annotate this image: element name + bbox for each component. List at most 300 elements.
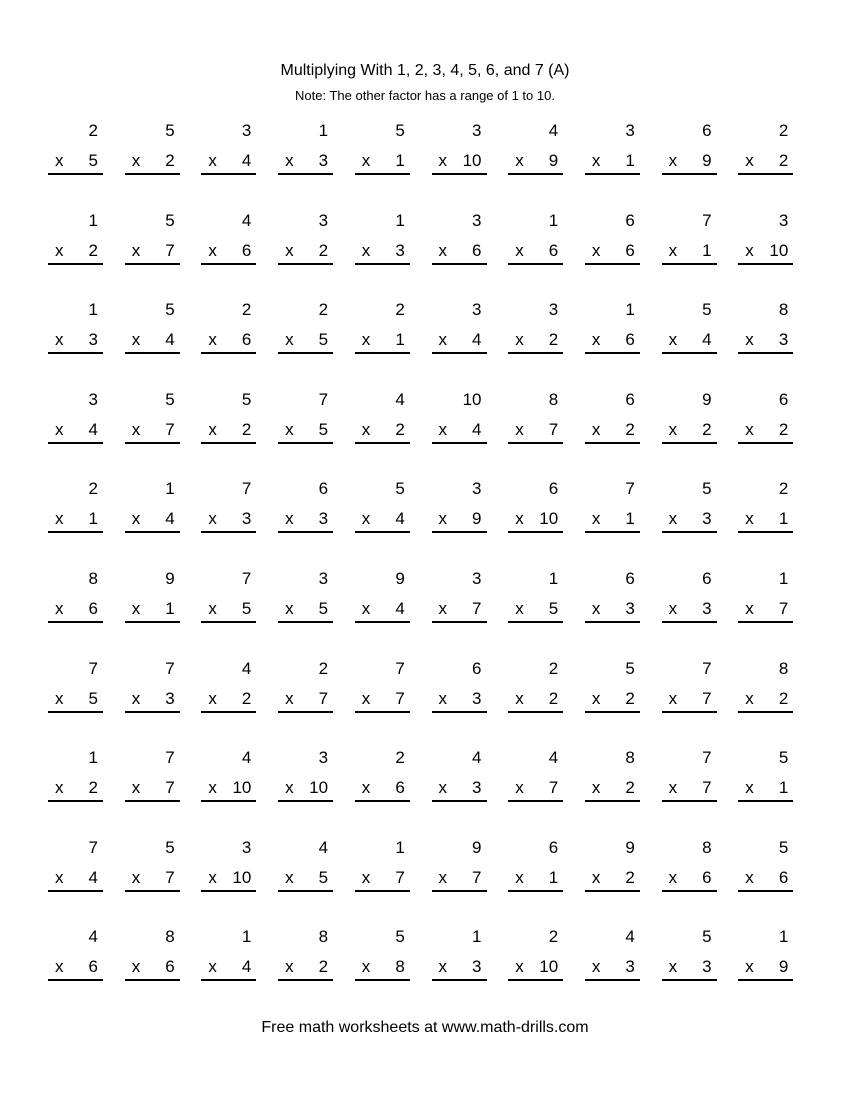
bottom-factor: 7 bbox=[472, 599, 482, 618]
multiply-sign: x bbox=[208, 240, 217, 260]
multiply-sign: x bbox=[745, 419, 754, 439]
problem bbox=[738, 748, 793, 808]
top-factor: 1 bbox=[395, 837, 405, 857]
multiply-sign: x bbox=[515, 957, 524, 977]
multiply-sign: x bbox=[745, 688, 754, 708]
bottom-factor: 4 bbox=[165, 509, 175, 529]
top-factor: 9 bbox=[472, 837, 482, 857]
multiply-sign: x bbox=[438, 240, 447, 260]
top-factor: 9 bbox=[395, 569, 405, 588]
footer-text: Free math worksheets at www.math-drills.com bbox=[261, 1019, 589, 1036]
answer-line bbox=[738, 330, 793, 354]
multiply-sign: x bbox=[55, 330, 64, 350]
problem bbox=[738, 927, 793, 987]
answer-line bbox=[355, 599, 410, 623]
answer-line bbox=[278, 599, 333, 623]
problem bbox=[278, 479, 333, 539]
multiply-sign: x bbox=[361, 778, 371, 798]
problem bbox=[508, 659, 563, 719]
top-factor: 5 bbox=[625, 658, 635, 678]
problem bbox=[201, 838, 256, 898]
problem bbox=[585, 479, 640, 539]
problem bbox=[201, 569, 256, 629]
bottom-factor: 1 bbox=[165, 599, 175, 618]
multiply-sign: x bbox=[285, 867, 294, 887]
multiply-sign: x bbox=[668, 151, 678, 170]
top-factor: 3 bbox=[241, 837, 252, 857]
bottom-factor: 7 bbox=[395, 867, 405, 887]
answer-line bbox=[508, 957, 563, 981]
top-factor: 9 bbox=[702, 389, 712, 409]
top-factor: 7 bbox=[702, 210, 712, 230]
bottom-factor: 2 bbox=[548, 688, 559, 708]
answer-line bbox=[508, 778, 563, 802]
problem bbox=[125, 390, 180, 450]
bottom-factor: 7 bbox=[702, 688, 712, 708]
multiply-sign: x bbox=[285, 957, 294, 977]
top-factor: 1 bbox=[165, 479, 175, 499]
answer-line bbox=[278, 151, 333, 175]
bottom-factor: 3 bbox=[88, 330, 98, 350]
bottom-factor: 10 bbox=[539, 957, 559, 977]
top-factor: 1 bbox=[318, 121, 329, 140]
multiply-sign: x bbox=[285, 778, 294, 798]
multiply-sign: x bbox=[668, 240, 678, 260]
bottom-factor: 4 bbox=[472, 330, 482, 350]
multiply-sign: x bbox=[591, 867, 601, 887]
multiply-sign: x bbox=[515, 151, 524, 170]
bottom-factor: 5 bbox=[241, 599, 252, 618]
answer-line bbox=[662, 420, 717, 444]
top-factor: 3 bbox=[472, 121, 482, 140]
top-factor: 7 bbox=[702, 658, 712, 678]
top-factor: 5 bbox=[241, 389, 252, 409]
bottom-factor: 2 bbox=[778, 688, 789, 708]
answer-line bbox=[585, 689, 640, 713]
multiply-sign: x bbox=[208, 867, 217, 887]
bottom-factor: 1 bbox=[88, 509, 98, 529]
answer-line bbox=[738, 241, 793, 265]
bottom-factor: 3 bbox=[318, 151, 329, 170]
bottom-factor: 3 bbox=[318, 509, 329, 529]
multiply-sign: x bbox=[745, 240, 754, 260]
bottom-factor: 5 bbox=[318, 330, 329, 350]
problem bbox=[585, 838, 640, 898]
answer-line bbox=[355, 957, 410, 981]
answer-line bbox=[508, 420, 563, 444]
multiply-sign: x bbox=[55, 957, 64, 977]
answer-line bbox=[125, 599, 180, 623]
top-factor: 7 bbox=[625, 479, 635, 499]
bottom-factor: 6 bbox=[88, 599, 98, 618]
answer-line bbox=[585, 868, 640, 892]
top-factor: 7 bbox=[318, 389, 329, 409]
answer-line bbox=[432, 241, 487, 265]
multiply-sign: x bbox=[745, 778, 754, 798]
bottom-factor: 7 bbox=[548, 419, 559, 439]
multiply-sign: x bbox=[745, 330, 754, 350]
multiply-sign: x bbox=[668, 599, 678, 618]
problem bbox=[355, 659, 410, 719]
multiply-sign: x bbox=[285, 330, 294, 350]
top-factor: 7 bbox=[395, 658, 405, 678]
multiply-sign: x bbox=[131, 957, 141, 977]
bottom-factor: 7 bbox=[165, 419, 175, 439]
top-factor: 7 bbox=[88, 837, 98, 857]
problem bbox=[48, 211, 103, 271]
top-factor: 3 bbox=[241, 121, 252, 140]
bottom-factor: 6 bbox=[165, 957, 175, 977]
bottom-factor: 2 bbox=[702, 419, 712, 439]
answer-line bbox=[201, 330, 256, 354]
answer-line bbox=[662, 509, 717, 533]
answer-line bbox=[201, 868, 256, 892]
bottom-factor: 3 bbox=[702, 599, 712, 618]
multiply-sign: x bbox=[515, 509, 524, 529]
problem bbox=[432, 569, 487, 629]
answer-line bbox=[662, 689, 717, 713]
multiply-sign: x bbox=[668, 957, 678, 977]
top-factor: 6 bbox=[548, 479, 559, 499]
problem bbox=[201, 300, 256, 360]
multiply-sign: x bbox=[438, 509, 447, 529]
answer-line bbox=[278, 509, 333, 533]
bottom-factor: 4 bbox=[241, 151, 252, 170]
problem bbox=[125, 748, 180, 808]
problem bbox=[662, 479, 717, 539]
answer-line bbox=[201, 420, 256, 444]
bottom-factor: 3 bbox=[472, 778, 482, 798]
top-factor: 6 bbox=[778, 389, 789, 409]
problem bbox=[738, 300, 793, 360]
top-factor: 2 bbox=[241, 300, 252, 320]
multiply-sign: x bbox=[131, 688, 141, 708]
problem bbox=[125, 121, 180, 181]
top-factor: 2 bbox=[778, 121, 789, 140]
top-factor: 3 bbox=[318, 569, 329, 588]
problem bbox=[432, 479, 487, 539]
bottom-factor: 2 bbox=[778, 151, 789, 170]
problem bbox=[48, 390, 103, 450]
answer-line bbox=[508, 330, 563, 354]
top-factor: 2 bbox=[395, 748, 405, 768]
top-factor: 3 bbox=[778, 210, 789, 230]
bottom-factor: 7 bbox=[702, 778, 712, 798]
problem bbox=[278, 121, 333, 181]
top-factor: 10 bbox=[462, 389, 482, 409]
answer-line bbox=[48, 151, 103, 175]
top-factor: 5 bbox=[165, 837, 175, 857]
multiply-sign: x bbox=[438, 151, 447, 170]
multiply-sign: x bbox=[668, 509, 678, 529]
answer-line bbox=[355, 689, 410, 713]
multiply-sign: x bbox=[208, 957, 217, 977]
top-factor: 4 bbox=[241, 658, 252, 678]
problem bbox=[738, 211, 793, 271]
answer-line bbox=[48, 241, 103, 265]
multiply-sign: x bbox=[668, 778, 678, 798]
multiply-sign: x bbox=[591, 240, 601, 260]
problem bbox=[432, 838, 487, 898]
problem bbox=[125, 479, 180, 539]
problem bbox=[432, 390, 487, 450]
top-factor: 3 bbox=[88, 389, 98, 409]
bottom-factor: 7 bbox=[318, 688, 329, 708]
problem bbox=[508, 211, 563, 271]
answer-line bbox=[278, 330, 333, 354]
multiply-sign: x bbox=[361, 688, 371, 708]
answer-line bbox=[585, 957, 640, 981]
answer-line bbox=[201, 778, 256, 802]
answer-line bbox=[585, 151, 640, 175]
bottom-factor: 6 bbox=[548, 240, 559, 260]
multiply-sign: x bbox=[745, 599, 754, 618]
multiply-sign: x bbox=[131, 240, 141, 260]
problem bbox=[355, 300, 410, 360]
problem bbox=[125, 659, 180, 719]
multiply-sign: x bbox=[591, 151, 601, 170]
multiply-sign: x bbox=[285, 151, 294, 170]
answer-line bbox=[585, 778, 640, 802]
top-factor: 7 bbox=[702, 748, 712, 768]
bottom-factor: 3 bbox=[625, 957, 635, 977]
multiply-sign: x bbox=[438, 867, 447, 887]
bottom-factor: 1 bbox=[395, 151, 405, 170]
problem bbox=[201, 211, 256, 271]
problem bbox=[585, 659, 640, 719]
bottom-factor: 3 bbox=[395, 240, 405, 260]
answer-line bbox=[508, 509, 563, 533]
top-factor: 2 bbox=[318, 658, 329, 678]
bottom-factor: 5 bbox=[88, 688, 98, 708]
multiply-sign: x bbox=[668, 419, 678, 439]
bottom-factor: 3 bbox=[625, 599, 635, 618]
top-factor: 5 bbox=[165, 210, 175, 230]
answer-line bbox=[125, 868, 180, 892]
multiply-sign: x bbox=[591, 330, 601, 350]
top-factor: 4 bbox=[548, 748, 559, 768]
answer-line bbox=[432, 151, 487, 175]
multiply-sign: x bbox=[208, 151, 217, 170]
problem bbox=[278, 211, 333, 271]
multiply-sign: x bbox=[515, 688, 524, 708]
answer-line bbox=[125, 689, 180, 713]
top-factor: 8 bbox=[625, 748, 635, 768]
problem bbox=[48, 300, 103, 360]
problem bbox=[278, 838, 333, 898]
top-factor: 3 bbox=[472, 210, 482, 230]
multiply-sign: x bbox=[208, 599, 217, 618]
bottom-factor: 7 bbox=[165, 778, 175, 798]
top-factor: 2 bbox=[318, 300, 329, 320]
top-factor: 5 bbox=[165, 121, 175, 140]
top-factor: 5 bbox=[778, 748, 789, 768]
multiply-sign: x bbox=[55, 778, 64, 798]
top-factor: 1 bbox=[548, 569, 559, 588]
problem bbox=[355, 838, 410, 898]
multiply-sign: x bbox=[361, 509, 371, 529]
problem bbox=[662, 300, 717, 360]
answer-line bbox=[662, 241, 717, 265]
multiply-sign: x bbox=[55, 151, 64, 170]
bottom-factor: 7 bbox=[165, 240, 175, 260]
multiply-sign: x bbox=[438, 688, 447, 708]
problem bbox=[278, 300, 333, 360]
top-factor: 2 bbox=[395, 300, 405, 320]
multiply-sign: x bbox=[745, 509, 754, 529]
problem bbox=[278, 659, 333, 719]
answer-line bbox=[48, 509, 103, 533]
bottom-factor: 1 bbox=[548, 867, 559, 887]
problem bbox=[355, 927, 410, 987]
top-factor: 6 bbox=[472, 658, 482, 678]
multiply-sign: x bbox=[208, 419, 217, 439]
top-factor: 5 bbox=[165, 389, 175, 409]
bottom-factor: 9 bbox=[548, 151, 559, 170]
multiply-sign: x bbox=[55, 509, 64, 529]
top-factor: 3 bbox=[472, 479, 482, 499]
multiply-sign: x bbox=[591, 419, 601, 439]
bottom-factor: 1 bbox=[778, 509, 789, 529]
problem bbox=[662, 748, 717, 808]
answer-line bbox=[432, 689, 487, 713]
top-factor: 8 bbox=[88, 569, 98, 588]
multiply-sign: x bbox=[55, 688, 64, 708]
bottom-factor: 3 bbox=[702, 957, 712, 977]
answer-line bbox=[432, 599, 487, 623]
problem bbox=[432, 211, 487, 271]
multiply-sign: x bbox=[515, 419, 524, 439]
bottom-factor: 7 bbox=[395, 688, 405, 708]
top-factor: 5 bbox=[702, 300, 712, 320]
bottom-factor: 10 bbox=[232, 867, 252, 887]
answer-line bbox=[738, 420, 793, 444]
bottom-factor: 1 bbox=[395, 330, 405, 350]
bottom-factor: 7 bbox=[472, 867, 482, 887]
multiply-sign: x bbox=[745, 957, 754, 977]
multiply-sign: x bbox=[745, 867, 754, 887]
top-factor: 2 bbox=[88, 479, 98, 499]
bottom-factor: 6 bbox=[778, 867, 789, 887]
problem bbox=[432, 121, 487, 181]
bottom-factor: 6 bbox=[625, 330, 635, 350]
bottom-factor: 6 bbox=[88, 957, 98, 977]
answer-line bbox=[125, 151, 180, 175]
multiply-sign: x bbox=[438, 778, 447, 798]
problem bbox=[508, 300, 563, 360]
top-factor: 5 bbox=[778, 837, 789, 857]
problem bbox=[585, 300, 640, 360]
multiply-sign: x bbox=[131, 867, 141, 887]
top-factor: 8 bbox=[548, 389, 559, 409]
answer-line bbox=[432, 957, 487, 981]
problem bbox=[432, 300, 487, 360]
problem bbox=[508, 569, 563, 629]
bottom-factor: 4 bbox=[88, 867, 98, 887]
bottom-factor: 2 bbox=[165, 151, 175, 170]
bottom-factor: 7 bbox=[165, 867, 175, 887]
bottom-factor: 4 bbox=[702, 330, 712, 350]
bottom-factor: 3 bbox=[778, 330, 789, 350]
problem bbox=[738, 479, 793, 539]
top-factor: 5 bbox=[395, 121, 405, 140]
answer-line bbox=[738, 778, 793, 802]
answer-line bbox=[662, 599, 717, 623]
top-factor: 4 bbox=[625, 927, 635, 947]
answer-line bbox=[201, 957, 256, 981]
bottom-factor: 2 bbox=[318, 957, 329, 977]
top-factor: 2 bbox=[548, 658, 559, 678]
answer-line bbox=[508, 241, 563, 265]
top-factor: 6 bbox=[702, 121, 712, 140]
multiply-sign: x bbox=[131, 330, 141, 350]
problem bbox=[662, 569, 717, 629]
top-factor: 3 bbox=[318, 210, 329, 230]
multiply-sign: x bbox=[591, 688, 601, 708]
bottom-factor: 2 bbox=[318, 240, 329, 260]
top-factor: 7 bbox=[165, 748, 175, 768]
answer-line bbox=[432, 509, 487, 533]
bottom-factor: 1 bbox=[625, 151, 635, 170]
problem bbox=[508, 479, 563, 539]
answer-line bbox=[355, 151, 410, 175]
multiply-sign: x bbox=[361, 419, 371, 439]
problem bbox=[125, 838, 180, 898]
bottom-factor: 2 bbox=[395, 419, 405, 439]
top-factor: 1 bbox=[88, 300, 98, 320]
problem bbox=[508, 838, 563, 898]
top-factor: 6 bbox=[625, 389, 635, 409]
top-factor: 5 bbox=[702, 927, 712, 947]
problem bbox=[662, 390, 717, 450]
answer-line bbox=[585, 330, 640, 354]
top-factor: 5 bbox=[702, 479, 712, 499]
bottom-factor: 2 bbox=[241, 419, 252, 439]
answer-line bbox=[738, 689, 793, 713]
bottom-factor: 10 bbox=[309, 778, 329, 798]
answer-line bbox=[48, 420, 103, 444]
answer-line bbox=[432, 868, 487, 892]
multiply-sign: x bbox=[361, 151, 371, 170]
bottom-factor: 4 bbox=[241, 957, 252, 977]
top-factor: 2 bbox=[778, 479, 789, 499]
answer-line bbox=[355, 778, 410, 802]
multiply-sign: x bbox=[131, 151, 141, 170]
answer-line bbox=[48, 599, 103, 623]
answer-line bbox=[508, 151, 563, 175]
problem bbox=[201, 748, 256, 808]
problem bbox=[48, 569, 103, 629]
problem bbox=[48, 927, 103, 987]
problem bbox=[355, 479, 410, 539]
multiply-sign: x bbox=[55, 867, 64, 887]
problem bbox=[432, 748, 487, 808]
bottom-factor: 1 bbox=[625, 509, 635, 529]
top-factor: 1 bbox=[241, 927, 252, 947]
multiply-sign: x bbox=[515, 240, 524, 260]
bottom-factor: 5 bbox=[318, 867, 329, 887]
multiply-sign: x bbox=[208, 330, 217, 350]
bottom-factor: 2 bbox=[241, 688, 252, 708]
multiply-sign: x bbox=[438, 957, 447, 977]
answer-line bbox=[201, 599, 256, 623]
multiply-sign: x bbox=[131, 778, 141, 798]
answer-line bbox=[278, 241, 333, 265]
bottom-factor: 2 bbox=[88, 240, 98, 260]
bottom-factor: 4 bbox=[395, 599, 405, 618]
problem bbox=[48, 479, 103, 539]
answer-line bbox=[355, 868, 410, 892]
